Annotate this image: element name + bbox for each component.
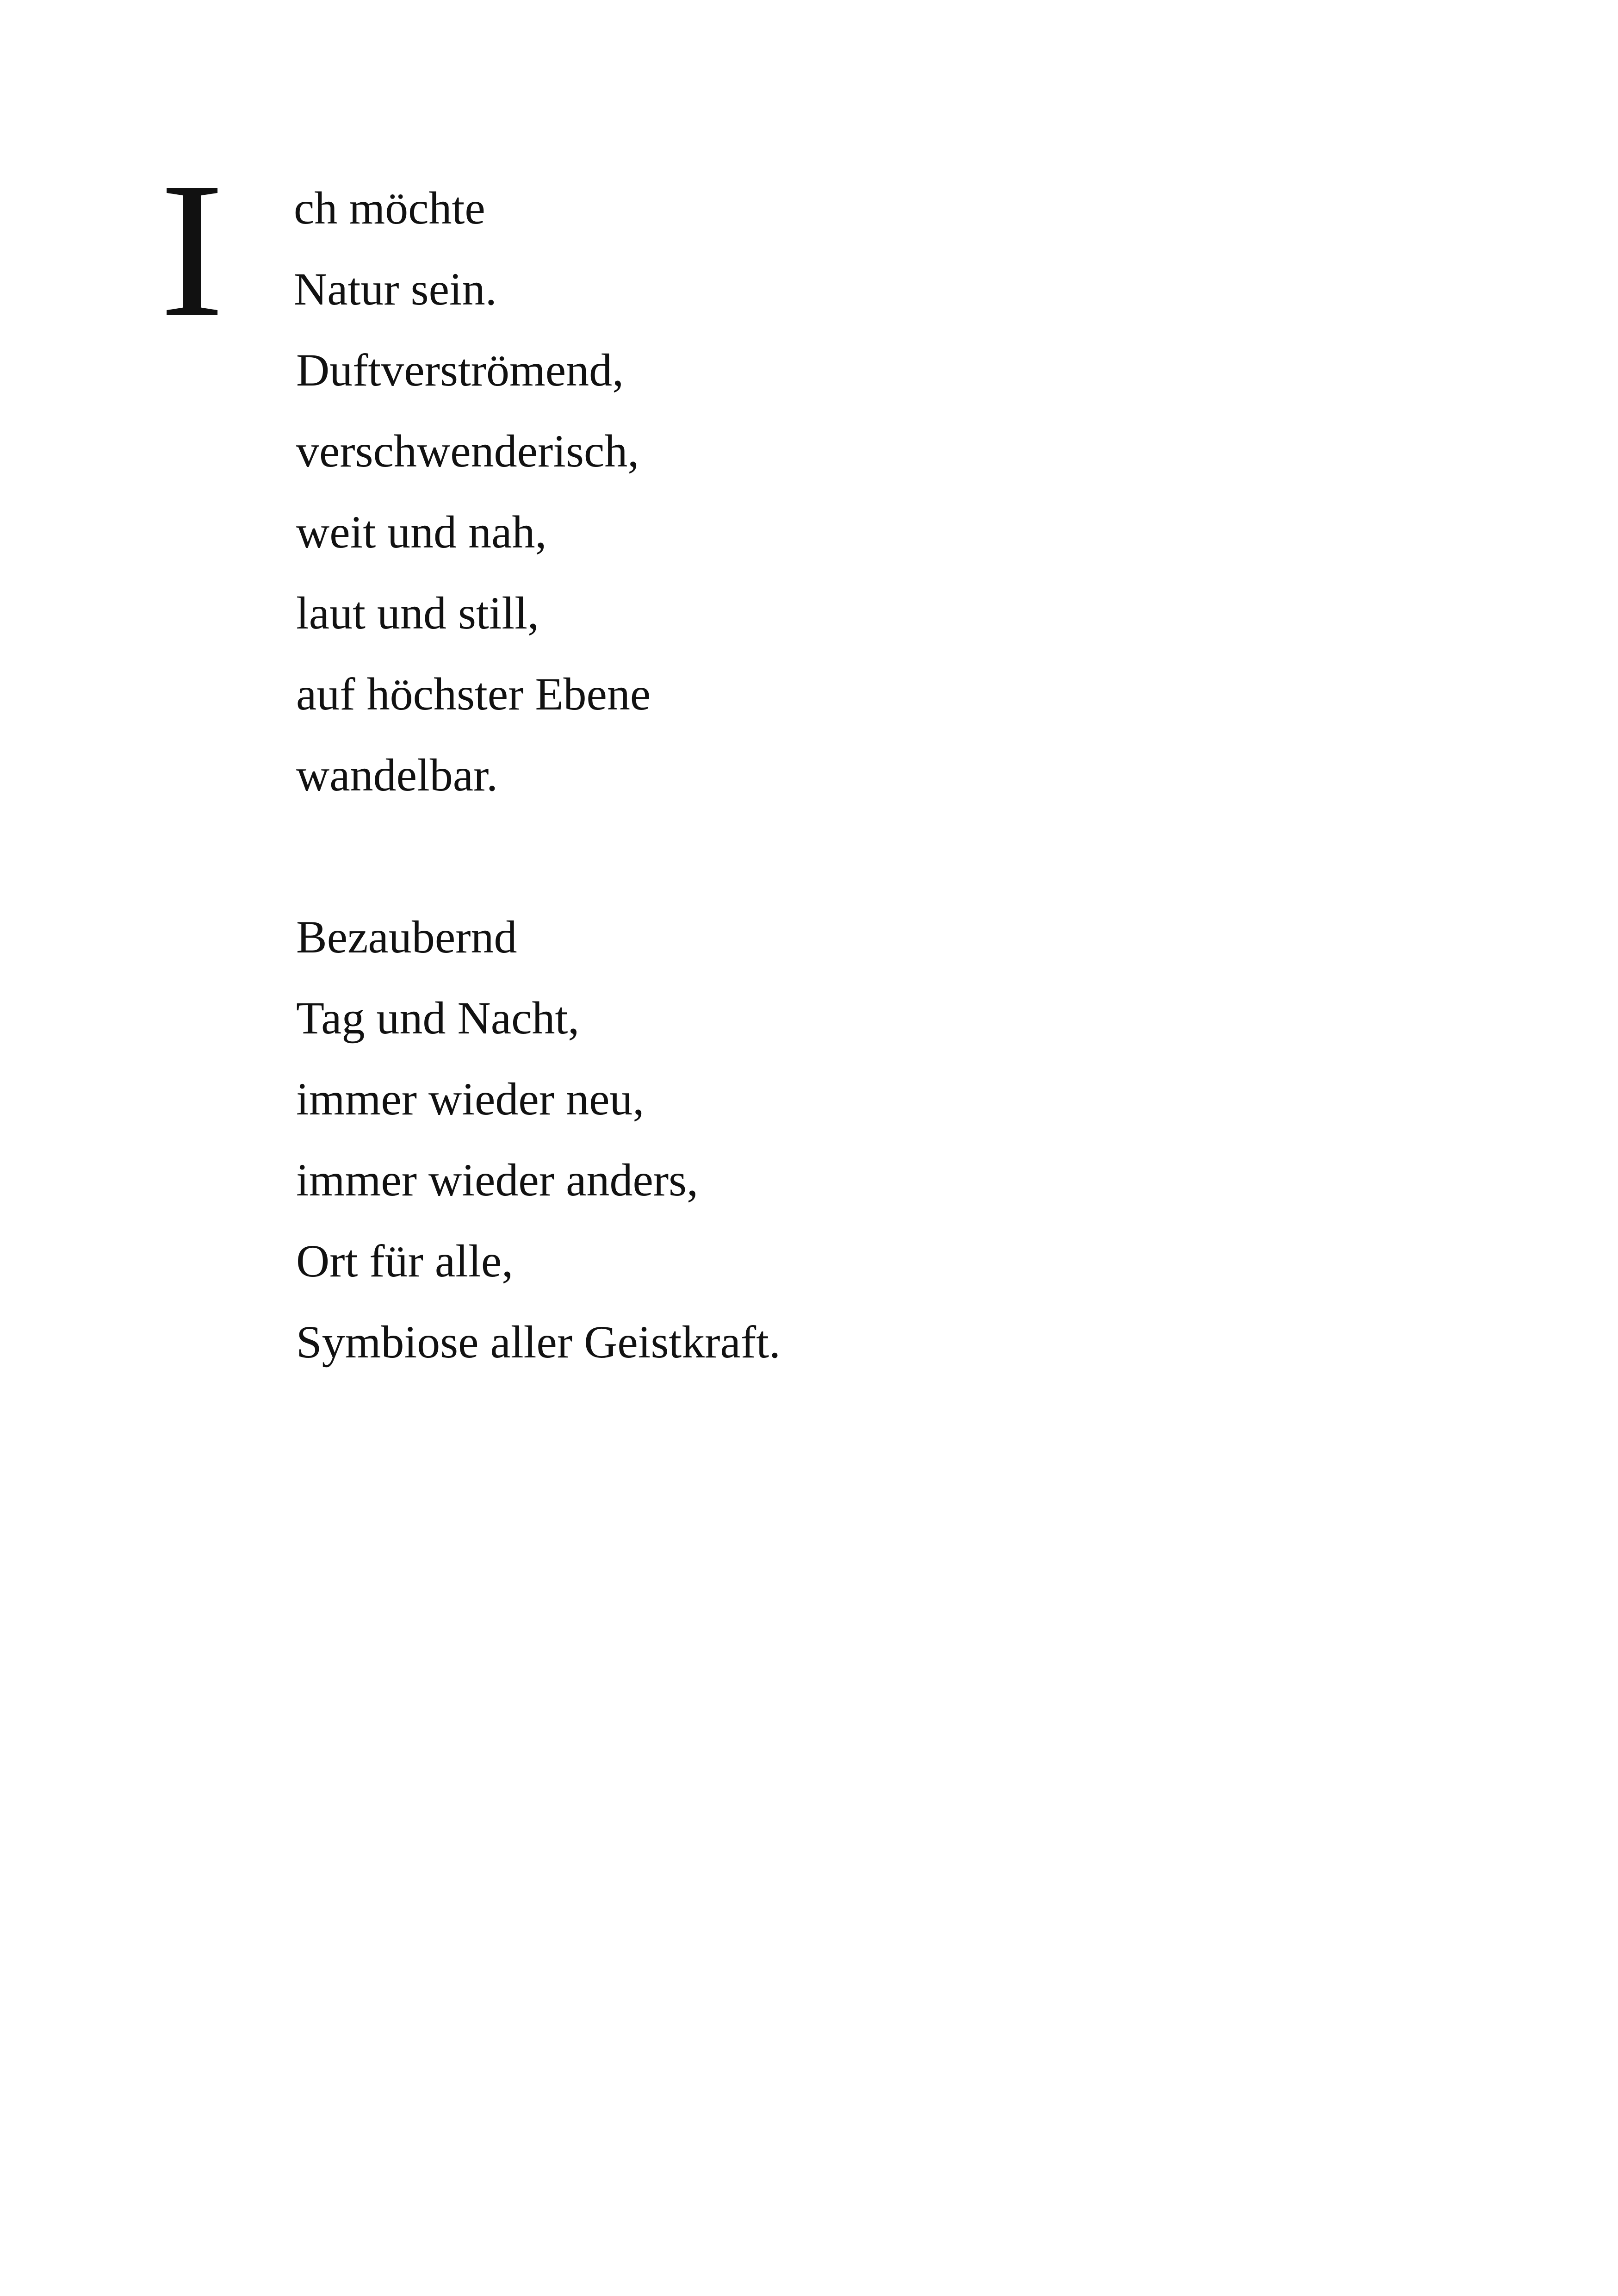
poem-line: immer wieder neu, <box>296 1073 645 1125</box>
poem-line: Ort für alle, <box>296 1235 514 1287</box>
poem-line: laut und still, <box>296 587 539 639</box>
poem-line: ch möchte <box>294 182 485 234</box>
poem-line: weit und nah, <box>296 506 547 558</box>
poem-line: auf höchster Ebene <box>296 668 651 720</box>
poem-line: Symbiose aller Geistkraft. <box>296 1316 781 1368</box>
poem-line: Duftverströmend, <box>296 344 624 396</box>
poem-line: Bezaubernd <box>296 911 517 963</box>
poem-line: immer wieder anders, <box>296 1154 699 1206</box>
poem-line: wandelbar. <box>296 749 498 801</box>
drop-cap-initial: I <box>160 142 224 357</box>
poem-line: Tag und Nacht, <box>296 992 580 1044</box>
poem-line: Natur sein. <box>294 263 497 315</box>
poem-line: verschwenderisch, <box>296 425 639 477</box>
